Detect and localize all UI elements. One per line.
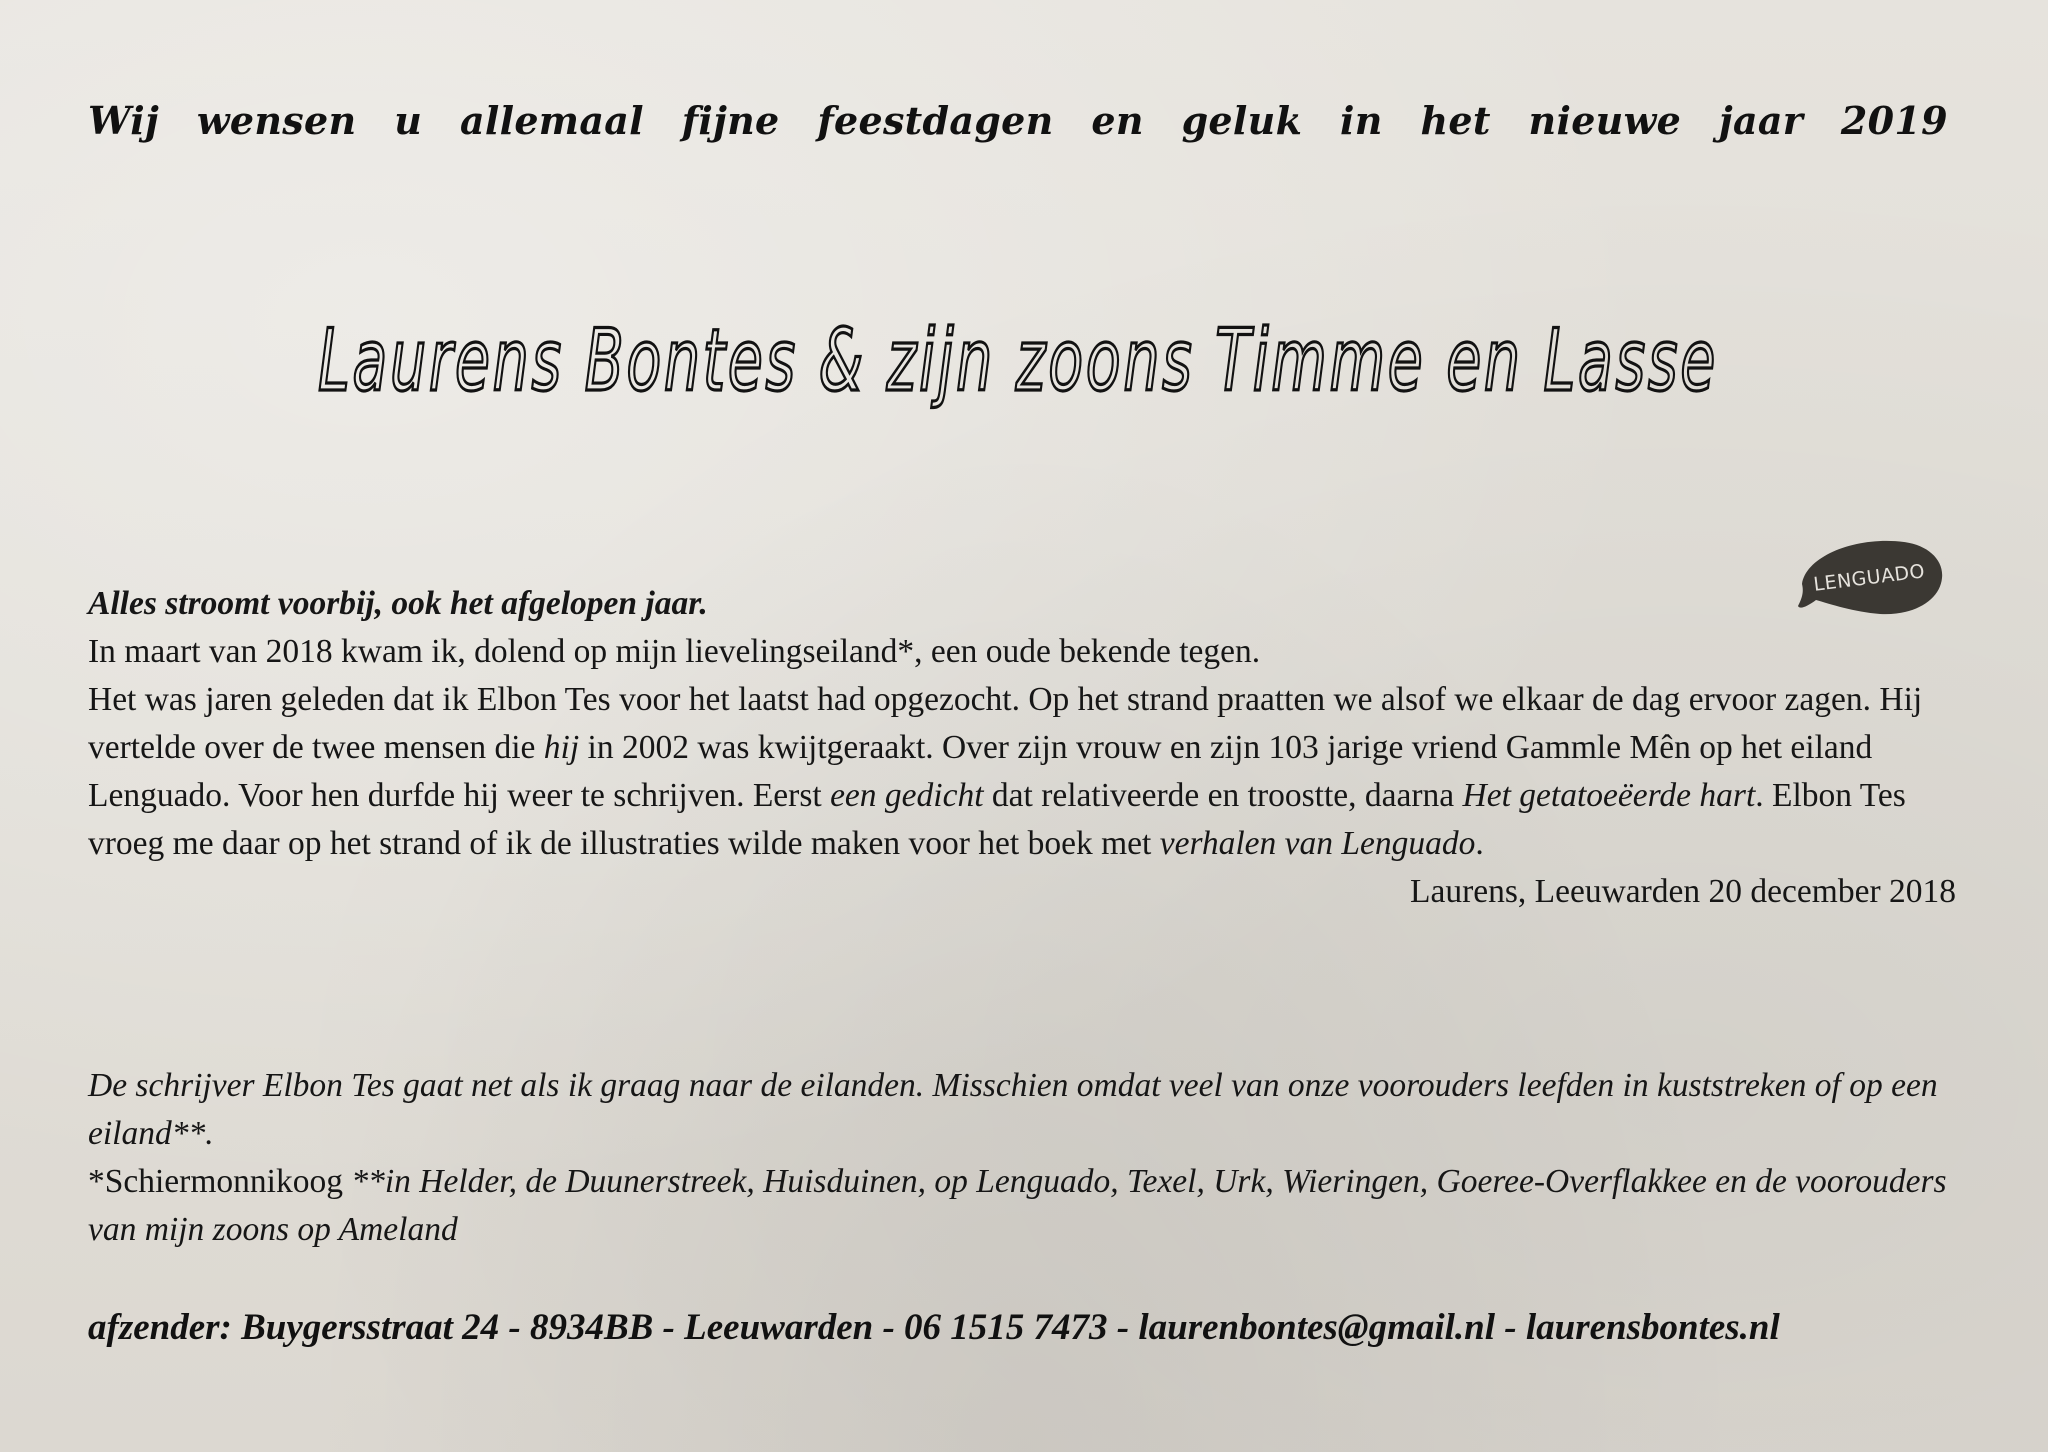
text-run-italic: hij xyxy=(543,729,580,766)
greeting-word: feestdagen xyxy=(817,98,1054,143)
greeting-word: u xyxy=(394,98,423,143)
footnote-1: *Schiermonnikoog xyxy=(88,1163,352,1200)
greeting-word: allemaal xyxy=(459,98,644,143)
text-run-italic: Het getatoeëerde hart xyxy=(1462,777,1756,814)
text-run-italic: een gedicht xyxy=(830,777,984,814)
text-run: dat relativeerde en troostte, daarna xyxy=(983,777,1463,814)
text-run-italic: verhalen van Lenguado xyxy=(1159,825,1476,862)
letter-lead: Alles stroomt voorbij, ook het afgelopen jaar. xyxy=(88,585,708,622)
greeting-word: het xyxy=(1420,98,1491,143)
footnote-list xyxy=(88,1158,1958,1254)
greeting-line xyxy=(88,92,1948,150)
greeting-word: jaar xyxy=(1718,98,1804,143)
text-run: . xyxy=(1475,825,1484,862)
letter-paragraph-2 xyxy=(88,676,1958,868)
footnote-2: **in Helder, de Duunerstreek, Huisduinen, op Lenguado, Texel, Urk, Wieringen, Goeree-Overflakkee en de voorouders van mijn zoons op Ameland xyxy=(88,1163,1947,1248)
footnotes xyxy=(88,1062,1958,1254)
letter-paragraph-1: In maart van 2018 kwam ik, dolend op mijn lievelingseiland*, een oude bekende tegen. xyxy=(88,633,1261,670)
greeting-word: wensen xyxy=(196,98,357,143)
text-run: Het was jaren geleden dat ik Elbon Tes voor het laatst had opgezocht. Op het strand praatten we alsof we elkaar de dag ervoor zagen. Hij vertelde over de twee mensen die xyxy=(88,681,1923,766)
greeting-word: in xyxy=(1340,98,1383,143)
greeting-word: fijne xyxy=(681,98,780,143)
greeting-word: 2019 xyxy=(1840,98,1948,143)
logo-label: LENGUADO xyxy=(1812,560,1927,596)
greeting-word: en xyxy=(1091,98,1144,143)
text-run: . Elbon Tes vroeg me daar op het strand of ik de illustraties wilde maken voor het boek met xyxy=(88,777,1906,862)
greeting-word: Wij xyxy=(88,98,160,143)
greeting-word: nieuwe xyxy=(1528,98,1682,143)
greeting-word: geluk xyxy=(1181,98,1303,143)
letter-signoff: Laurens, Leeuwarden 20 december 2018 xyxy=(1410,873,1956,910)
text-run: in 2002 was kwijtgeraakt. Over zijn vrouw en zijn 103 jarige vriend Gammle Mên op het eiland Lenguado. Voor hen durfde hij weer te schrijven. Eerst xyxy=(88,729,1873,814)
letter-body xyxy=(88,580,1958,916)
sender-address: afzender: Buygersstraat 24 - 8934BB - Leeuwarden - 06 1515 7473 - laurenbontes@gmail.nl - laurensbontes.nl xyxy=(88,1307,1780,1348)
handwritten-signature xyxy=(310,292,1730,432)
signature-text: Laurens Bontes & zijn zoons Timme en Lasse xyxy=(318,311,1718,411)
footnote-intro: De schrijver Elbon Tes gaat net als ik graag naar de eilanden. Misschien omdat veel van onze voorouders leefden in kuststreken of op een eiland**. xyxy=(88,1067,1938,1152)
